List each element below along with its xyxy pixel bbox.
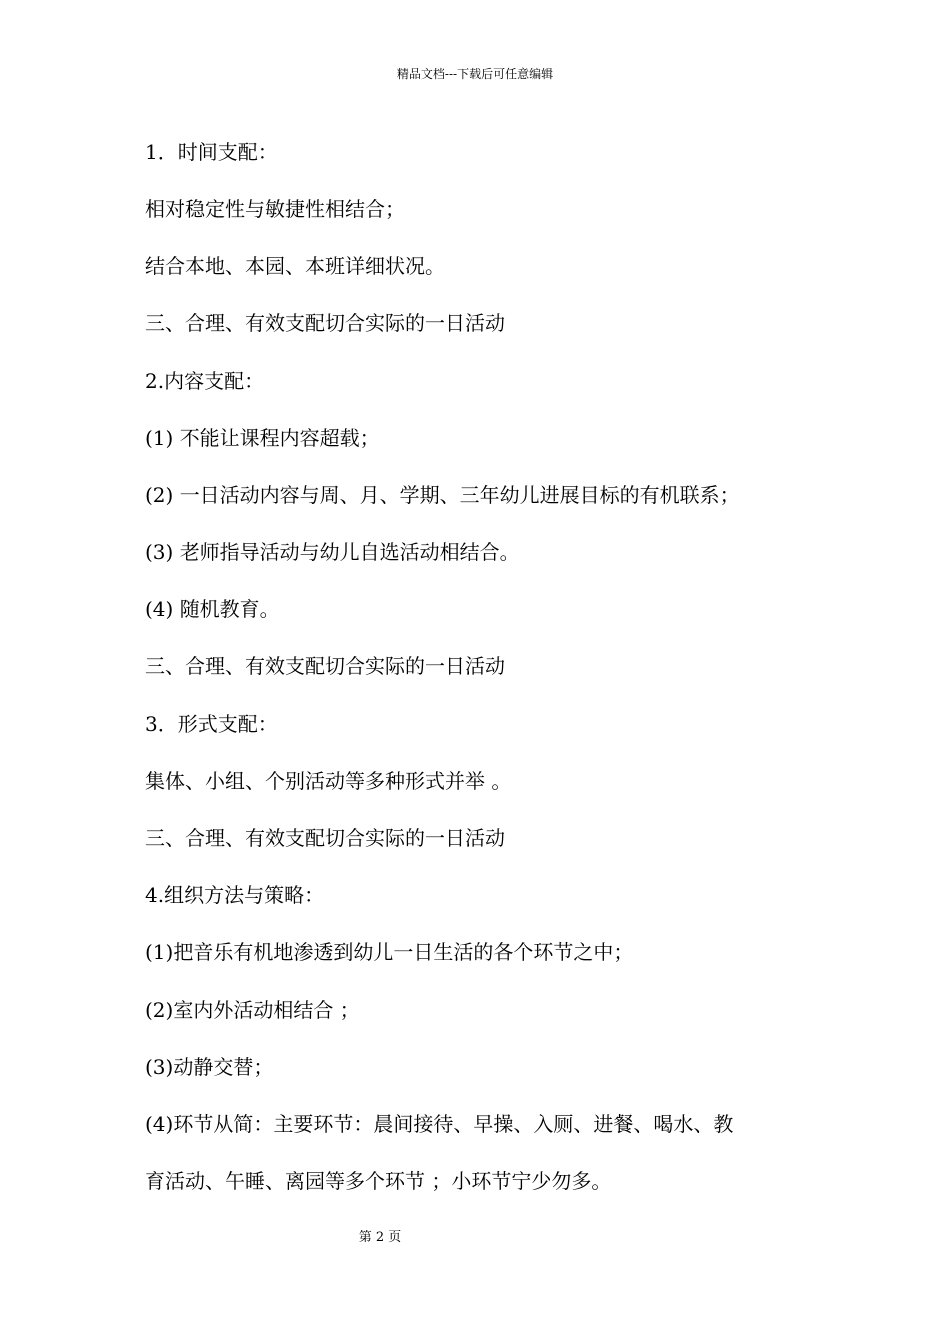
page-number: 第 2 页 [358, 1230, 402, 1245]
page-header: 精品文档---下载后可任意编辑 [396, 67, 554, 81]
section-title: 三、合理、有效支配切合实际的一日活动 [145, 311, 505, 335]
section-heading-content: 2.内容支配： [145, 369, 265, 393]
list-item: (3)动静交替； [145, 1055, 274, 1079]
section-heading-time: 1．时间支配： [145, 140, 278, 164]
section-heading-method: 4.组织方法与策略： [145, 883, 325, 907]
paragraph-line: 结合本地、本园、本班详细状况。 [145, 254, 445, 278]
section-title: 三、合理、有效支配切合实际的一日活动 [145, 654, 505, 678]
list-item: (1) 不能让课程内容超载； [145, 426, 380, 450]
list-item-continuation: 育活动、午睡、离园等多个环节 ；小环节宁少勿多。 [145, 1169, 612, 1193]
section-heading-form: 3．形式支配： [145, 712, 278, 736]
list-item: (2) 一日活动内容与周、月、学期、三年幼儿进展目标的有机联系； [145, 483, 740, 507]
paragraph-line: 集体、小组、个别活动等多种形式并举 。 [145, 769, 512, 793]
list-item: (3) 老师指导活动与幼儿自选活动相结合。 [145, 540, 520, 564]
list-item: (4) 随机教育。 [145, 597, 280, 621]
list-item: (2)室内外活动相结合 ； [145, 998, 360, 1022]
section-title: 三、合理、有效支配切合实际的一日活动 [145, 826, 505, 850]
paragraph-line: 相对稳定性与敏捷性相结合； [145, 197, 405, 221]
list-item: (1)把音乐有机地渗透到幼儿一日生活的各个环节之中； [145, 940, 634, 964]
list-item: (4)环节从简：主要环节：晨间接待、早操、入厕、进餐、喝水、教 [145, 1112, 734, 1136]
